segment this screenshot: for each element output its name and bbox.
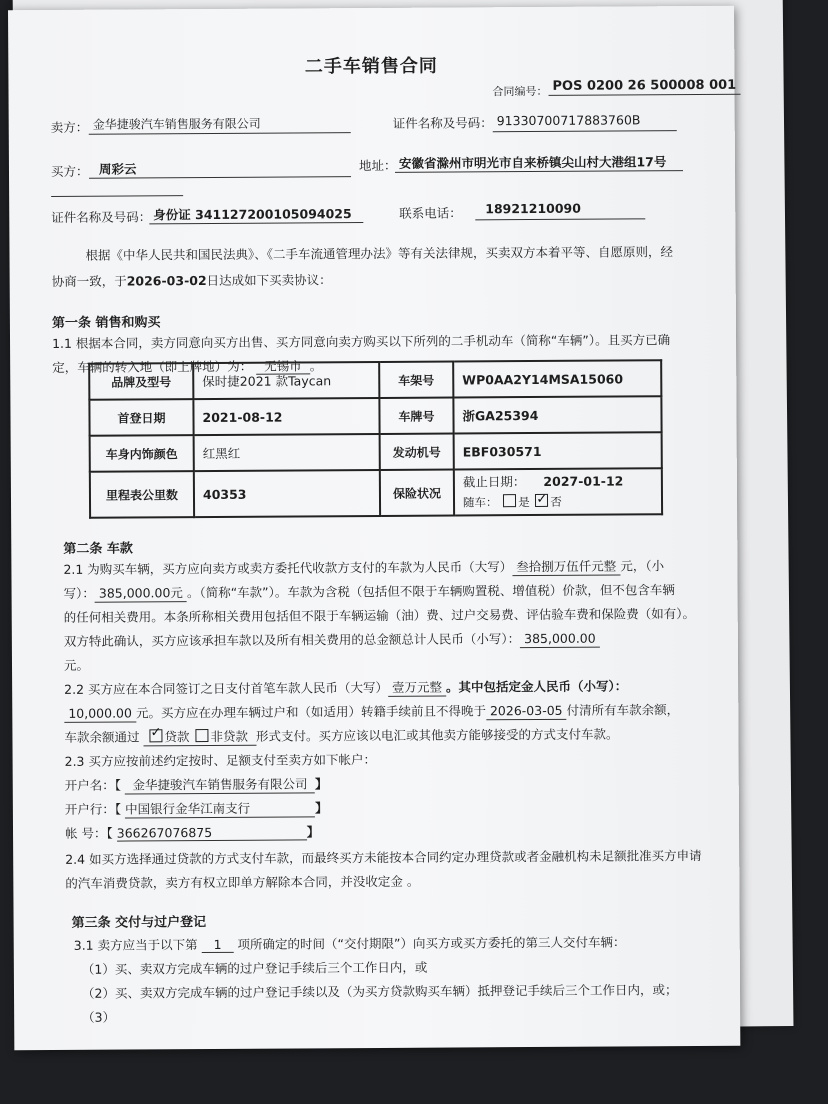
buyer-name: 周彩云	[98, 161, 137, 177]
seller-id-underline	[493, 130, 677, 132]
p21-text-a: 2.1 为购买车辆，买方应向卖方或卖方委托代收款方支付的车款为人民币（大写）	[63, 559, 513, 577]
delivery-item-2: （2）买、卖双方完成车辆的过户登记手续以及（为买方贷款购买车辆）抵押登记手续后三个工作日内，或；	[81, 982, 678, 1001]
p22-text-d: 付清所有车款余额，	[566, 702, 680, 718]
reg-date-label: 首登日期	[89, 399, 193, 436]
p21-line5: 元。	[63, 657, 90, 673]
contract-number: POS 0200 26 500008 001	[548, 78, 740, 96]
p22-line2	[64, 700, 679, 722]
buyer-phone: 18921210090	[485, 200, 581, 217]
with-car-yes-label: 是	[518, 495, 530, 510]
insurance-cell	[454, 468, 662, 515]
p22-text-f: 形式支付。买方应该以电汇或其他卖方能够接受的方式支付车款。	[255, 726, 619, 744]
bracket-close: 】	[314, 776, 328, 792]
bank-label: 开户行：【	[64, 801, 122, 817]
insurance-end-label: 截止日期：	[462, 474, 526, 490]
insurance-end-date: 2027-01-12	[543, 473, 624, 489]
with-car-no-checkbox[interactable]	[535, 494, 548, 507]
p21-line4	[64, 629, 600, 650]
p31-text-b: 项所确定的时间（“交付期限”）向买方或买方委托的第三人交付车辆：	[237, 934, 626, 952]
p31-text-a: 3.1 卖方应当于以下第	[73, 937, 198, 953]
contract-number-label: 合同编号：	[492, 84, 548, 99]
delivery-term-number: 1	[202, 937, 234, 953]
plate-label: 车牌号	[379, 398, 453, 434]
buyer-address: 安徽省滁州市明光市自来桥镇尖山村大港组17号	[398, 154, 667, 171]
amount-upper: 叁拾捌万伍仟元整	[512, 558, 620, 576]
account-name: 金华捷骏汽车销售服务有限公司	[125, 774, 315, 794]
insurance-label: 保险状况	[380, 470, 454, 516]
vin-label: 车架号	[379, 362, 453, 398]
balance-deadline: 2026-03-05	[486, 703, 567, 720]
p21-text-c: 写）：	[63, 585, 95, 601]
brand-label: 品牌及型号	[89, 363, 193, 400]
loan-checkbox[interactable]	[149, 729, 162, 742]
p22-text-a: 2.2 买方应在本合同签订之日支付首笔车款人民币（大写）	[64, 679, 389, 697]
mileage-label: 里程表公里数	[90, 471, 194, 518]
payment-method-options	[143, 729, 256, 747]
preamble-line1: 根据《中华人民共和国民法典》、《二手车流通管理办法》等有关法律规，买卖双方本着平等、自愿原则，经	[85, 244, 674, 263]
p31-line	[74, 932, 626, 953]
delivery-item-3: （3）	[82, 1009, 116, 1025]
deposit-upper: 壹万元整	[388, 680, 446, 697]
brand-value: 保时捷2021 款Taycan	[193, 362, 379, 399]
p24-line1: 2.4 如买方选择通过贷款的方式支付车款，而最终买方未能按本合同约定办理贷款或者金融机构未足额批准买方申请	[65, 847, 702, 867]
table-row	[89, 396, 661, 435]
buyer-id-value: 身份证 341127200105094025	[153, 206, 352, 223]
loan-label: 贷款	[164, 729, 190, 745]
table-row	[89, 360, 661, 399]
blank-underline	[51, 195, 183, 197]
preamble-line2	[52, 270, 332, 290]
with-car-yes-checkbox[interactable]	[503, 494, 516, 507]
bracket-close: 】	[315, 800, 328, 816]
mileage-value: 40353	[194, 470, 380, 517]
p21-text-b: 元，（小	[620, 558, 665, 574]
p21-line3: 的任何相关费用。本条所称相关费用包括但不限于车辆运输（油）费、过户交易费、评估验车费和保险费（如有）。	[63, 606, 696, 625]
buyer-address-label: 地址：	[358, 157, 397, 174]
reg-date-value: 2021-08-12	[193, 398, 379, 435]
p24-line2: 的汽车消费贷款，卖方有权立即单方解除本合同，并没收定金 。	[65, 873, 420, 891]
contract-title: 二手车销售合同	[304, 55, 438, 78]
buyer-id-underline	[149, 222, 363, 224]
p23-line: 2.3 买方应按前述约定按时、足额支付至卖方如下帐户：	[64, 751, 376, 769]
seller-label: 卖方：	[50, 119, 89, 135]
buyer-name-underline	[89, 176, 351, 179]
account-name-row	[65, 774, 328, 795]
nonloan-label: 非贷款	[210, 728, 249, 744]
p22-text-e: 车款余额通过	[64, 729, 140, 745]
buyer-label: 买方：	[50, 163, 89, 179]
seller-id-label: 证件名称及号码：	[392, 115, 493, 131]
seller-name-underline	[89, 132, 351, 135]
agreement-date: 2026-03-02	[126, 273, 207, 289]
article1-text-a: 定，车辆的转入地（即上牌地）为：	[52, 358, 253, 375]
p21-line2	[64, 580, 675, 602]
p22-text-c: 元。买方应在办理车辆过户和（如适用）转籍手续前且不得晚于	[135, 703, 486, 721]
preamble-text-b: 日达成如下买卖协议：	[206, 272, 332, 289]
p22-line3	[64, 725, 618, 746]
p21-line1	[63, 556, 664, 578]
amount-lower: 385,000.00元	[95, 585, 187, 603]
engine-value: EBF030571	[454, 432, 662, 469]
color-label: 车身内饰颜色	[90, 435, 194, 472]
article1-heading: 第一条 销售和购买	[51, 315, 161, 331]
with-car-label: 随车：	[462, 495, 498, 510]
buyer-phone-label: 联系电话：	[399, 205, 462, 221]
buyer-id-label: 证件名称及号码：	[51, 209, 152, 225]
p21-text-e: 双方特此确认，买方应该承担车款以及所有相关费用的总金额总计人民币（小写）：	[63, 631, 521, 649]
buyer-phone-underline	[475, 218, 645, 220]
total-amount: 385,000.00	[520, 631, 600, 648]
vehicle-info-table	[88, 359, 663, 519]
article2-heading: 第二条 车款	[63, 541, 133, 557]
table-row	[90, 468, 662, 517]
seller-id-value: 91330700717883760B	[496, 112, 641, 129]
account-no-label: 帐 号：【	[64, 825, 113, 841]
deposit-lower: 10,000.00	[64, 705, 136, 722]
p21-text-d: 。（简称“车款”）。车款为含税（包括但不限于车辆购置税、增值税）价款，但不包含车辆	[186, 582, 675, 601]
vin-value: WP0AA2Y14MSA15060	[453, 360, 661, 397]
contract-page	[8, 6, 740, 1050]
preamble-text-a: 协商一致，于	[51, 273, 127, 289]
bank-name: 中国银行金华江南支行	[125, 798, 315, 818]
table-row	[90, 432, 662, 471]
article1-line1: 1.1 根据本合同，卖方同意向买方出售、买方同意向卖方购买以下所列的二手机动车（简称“车辆”）。且买方已确	[51, 332, 671, 351]
bracket-close: 】	[306, 824, 320, 840]
bank-row	[65, 798, 328, 819]
nonloan-checkbox[interactable]	[195, 729, 208, 742]
with-car-row	[463, 491, 653, 512]
plate-value: 浙GA25394	[453, 396, 661, 433]
article3-heading: 第三条 交付与过户登记	[71, 915, 207, 931]
p22-line1	[64, 676, 627, 697]
insurance-end	[463, 471, 653, 492]
registration-city: 无锡市	[256, 358, 310, 374]
account-no-row	[65, 822, 319, 842]
account-name-label: 开户名：【	[64, 777, 122, 793]
p22-text-b: 。其中包括定金人民币（小写）：	[445, 678, 628, 695]
seller-name: 金华捷骏汽车销售服务有限公司	[92, 116, 261, 132]
account-number: 366267076875	[117, 824, 307, 841]
with-car-no-label: 否	[550, 494, 562, 509]
engine-label: 发动机号	[380, 434, 454, 470]
article1-text-b: 。	[309, 358, 323, 374]
color-value: 红黑红	[194, 434, 380, 471]
delivery-item-1: （1）买、卖双方完成车辆的过户登记手续后三个工作日内，或	[81, 959, 428, 977]
